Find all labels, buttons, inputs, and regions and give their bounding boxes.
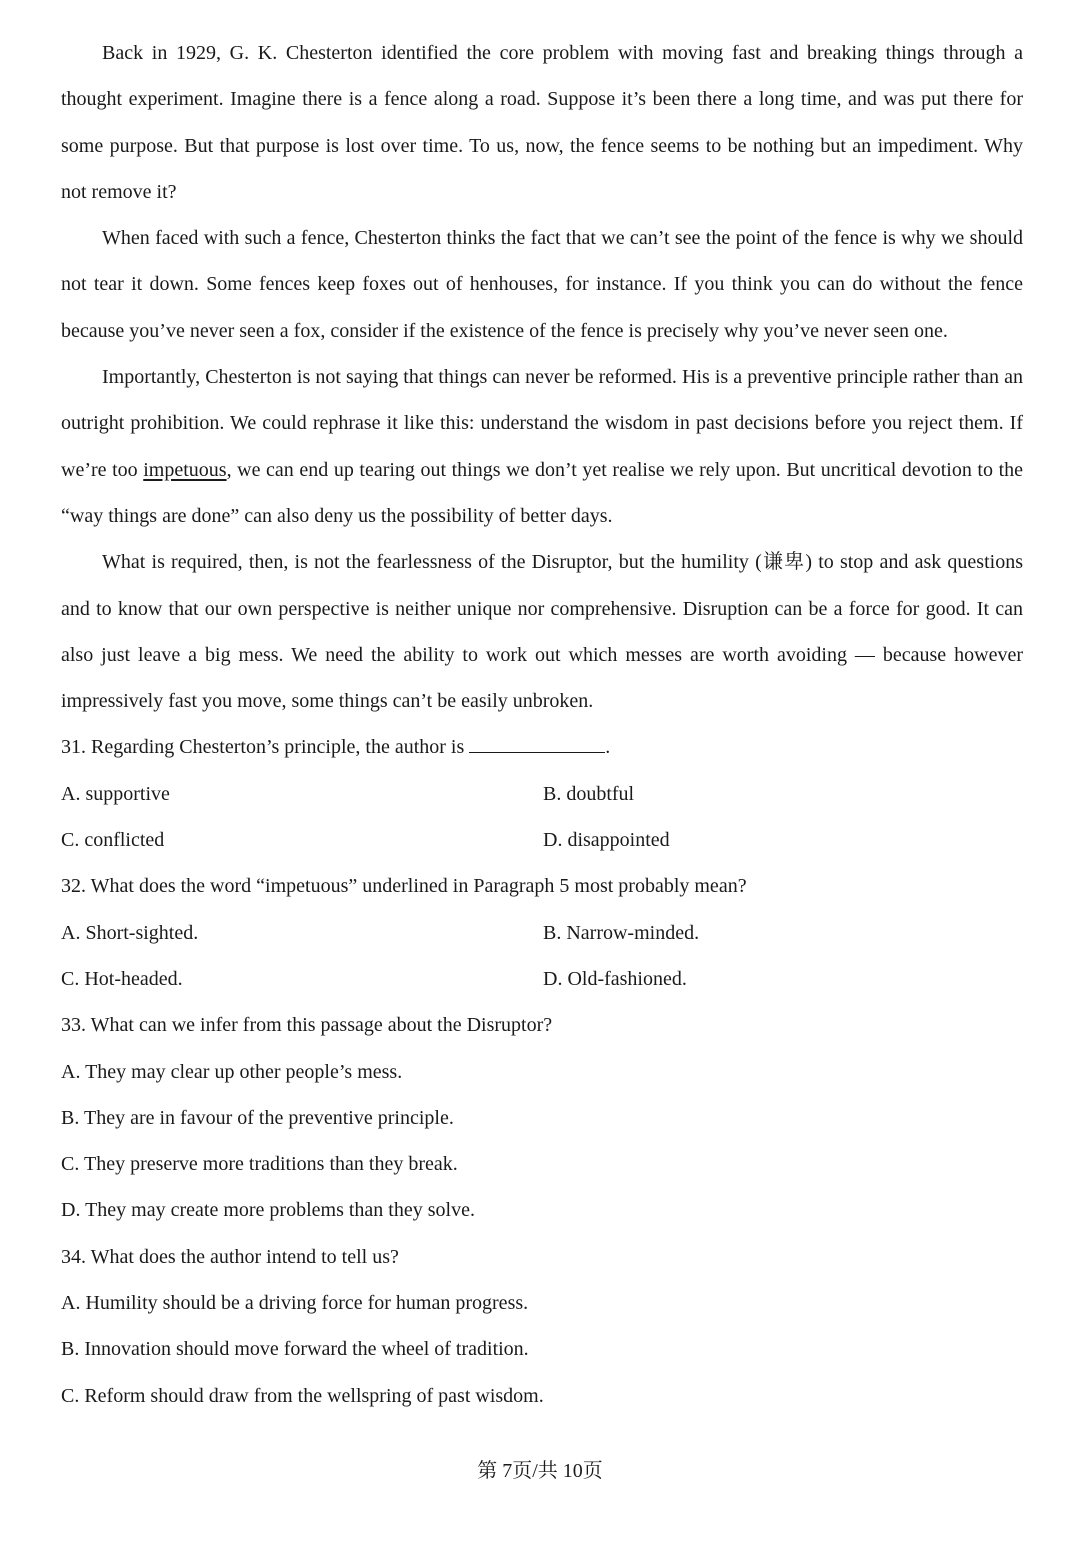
page-number-footer: 第 7页/共 10页 bbox=[477, 1460, 603, 1482]
question-33-stem: 33. What can we infer from this passage about the Disruptor? bbox=[61, 1014, 553, 1037]
question-31-option-c: C. conflicted bbox=[61, 829, 165, 852]
question-31-option-a: A. supportive bbox=[61, 782, 170, 805]
question-33-option-a: A. They may clear up other people’s mess. bbox=[61, 1060, 403, 1083]
question-32-stem: 32. What does the word “impetuous” underlined in Paragraph 5 most probably mean? bbox=[61, 875, 747, 898]
question-31-options-row-2 bbox=[61, 817, 1023, 863]
question-33-option-b: B. They are in favour of the preventive principle. bbox=[61, 1106, 454, 1129]
question-32-option-b: B. Narrow-minded. bbox=[543, 921, 700, 944]
question-32-option-d: D. Old-fashioned. bbox=[543, 967, 687, 990]
answer-blank bbox=[469, 734, 605, 753]
passage-paragraph-1: Back in 1929, G. K. Chesterton identified the core problem with moving fast and breaking things through a thought experiment. Imagine there is a fence along a road. Suppose it’s been there a long time, and was put there for some purpose. But that purpose is lost over time. To us, now, the fence seems to be nothing but an impediment. Why not remove it? bbox=[61, 42, 1023, 203]
passage-paragraph-3-part-a: Importantly, Chesterton is not saying that things can never be reformed. His is a preventive principle rather than an outright prohibition. We could rephrase it like this: understand the wisdom in past decisions before you reject them. If we’re too bbox=[61, 366, 1023, 481]
question-31-option-b: B. doubtful bbox=[543, 782, 635, 805]
passage-paragraph-2: When faced with such a fence, Chesterton thinks the fact that we can’t see the point of the fence is why we should not tear it down. Some fences keep foxes out of henhouses, for instance. If you think you can do without the fence because you’ve never seen a fox, consider if the existence of the fence is precisely why you’ve never seen one. bbox=[61, 227, 1023, 342]
question-34-option-a: A. Humility should be a driving force for human progress. bbox=[61, 1292, 529, 1315]
question-31-stem-end: . bbox=[605, 736, 611, 759]
question-34-option-b: B. Innovation should move forward the wheel of tradition. bbox=[61, 1338, 529, 1361]
question-32-option-c: C. Hot-headed. bbox=[61, 967, 183, 990]
question-32-option-a: A. Short-sighted. bbox=[61, 921, 199, 944]
question-33-option-d: D. They may create more problems than they solve. bbox=[61, 1199, 475, 1222]
passage-paragraph-4: What is required, then, is not the fearlessness of the Disruptor, but the humility (谦卑) to stop and ask questions and to know that our own perspective is neither unique nor comprehensive. Disruption can be a force for good. It can also just leave a big mess. We need the ability to work out which messes are worth avoiding — because however impressively fast you move, some things can’t be easily unbroken. bbox=[61, 551, 1023, 713]
question-31-stem-text: 31. Regarding Chesterton’s principle, the author is bbox=[61, 736, 470, 759]
passage-paragraph-3-part-b: , we can end up tearing out things we don’t yet realise we rely upon. But uncritical devotion to the “way things are done” can also deny us the possibility of better days. bbox=[61, 458, 1024, 527]
document-page bbox=[61, 30, 1023, 1419]
passage-paragraph-3 bbox=[61, 354, 1023, 539]
question-34-option-c: C. Reform should draw from the wellspring of past wisdom. bbox=[61, 1384, 544, 1407]
question-31-options-row-1 bbox=[61, 771, 1023, 817]
underlined-word-impetuous: impetuous bbox=[143, 458, 227, 481]
question-31-option-d: D. disappointed bbox=[543, 829, 670, 852]
question-34-stem: 34. What does the author intend to tell us? bbox=[61, 1245, 399, 1268]
question-32-options-row-2 bbox=[61, 956, 1023, 1002]
question-31-stem bbox=[61, 724, 1023, 770]
question-33-option-c: C. They preserve more traditions than they break. bbox=[61, 1153, 458, 1176]
question-32-options-row-1 bbox=[61, 910, 1023, 956]
